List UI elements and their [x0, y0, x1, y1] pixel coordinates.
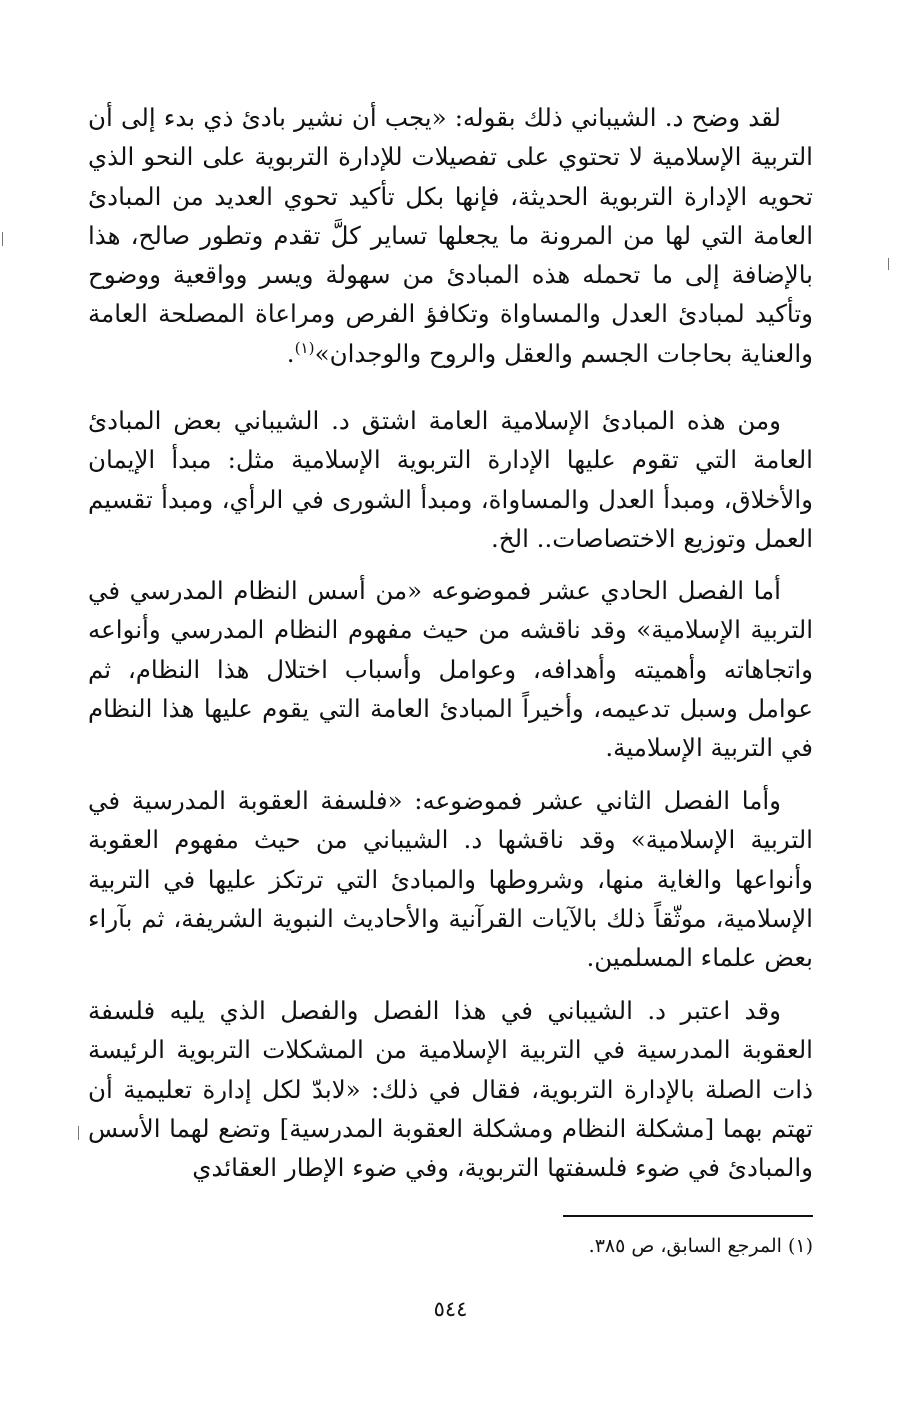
- paragraph-1: [88, 98, 813, 373]
- footnote: (١) المرجع السابق، ص ٣٨٥.: [588, 1235, 813, 1257]
- margin-mark: [2, 232, 3, 246]
- book-page: [88, 98, 813, 1388]
- margin-mark: [888, 258, 889, 270]
- footnote-reference: (١): [294, 338, 315, 357]
- paragraph-4: وأما الفصل الثاني عشر فموضوعه: «فلسفة العقوبة المدرسية في التربية الإسلامية» وقد ناقشها د. الشيباني من حيث مفهوم العقوبة وأنواعها والغاية منها، وشروطها والمبادئ التي ترتكز عليها في التربية الإسلامية، موثّقاً ذلك بالآيات القرآنية والأحاديث النبوية الشريفة، ثم بآراء بعض علماء المسلمين.: [88, 786, 813, 973]
- paragraph-1-text: لقد وضح د. الشيباني ذلك بقوله: «يجب أن نشير بادئ ذي بدء إلى أن التربية الإسلامية لا تحتوي على تفصيلات للإدارة التربوية على النحو الذي تحويه الإدارة التربوية الحديثة، فإنها بكل تأكيد تحوي العديد من المبادئ العامة التي لها من المرونة ما يجعلها تساير كلَّ تقدم وتطور صالح، هذا بالإضافة إلى ما تحمله هذه المبادئ من سهولة ويسر وواقعية ووضوح وتأكيد لمبادئ العدل والمساواة وتكافؤ الفرص ومراعاة المصلحة العامة والعناية بحاجات الجسم والعقل والروح والوجدان»: [88, 103, 813, 368]
- paragraph-3: أما الفصل الحادي عشر فموضوعه «من أسس النظام المدرسي في التربية الإسلامية» وقد ناقشه من حيث مفهوم النظام المدرسي وأنواعه واتجاهاته وأهميته وأهدافه، وعوامل وأسباب اختلال هذا النظام، ثم عوامل وسبل تدعيمه، وأخيراً المبادئ العامة التي يقوم عليها هذا النظام في التربية الإسلامية.: [88, 576, 813, 763]
- footnote-divider: [563, 1215, 813, 1217]
- page-number: ٥٤٤: [433, 1297, 468, 1321]
- paragraph-1-tail: .: [286, 338, 295, 368]
- paragraph-5: وقد اعتبر د. الشيباني في هذا الفصل والفصل الذي يليه فلسفة العقوبة المدرسية في التربية الإسلامية من المشكلات التربوية الرئيسة ذات الصلة بالإدارة التربوية، فقال في ذلك: «لابدّ لكل إدارة تعليمية أن تهتم بهما [مشكلة النظام ومشكلة العقوبة المدرسية] وتضع لهما الأسس والمبادئ في ضوء فلسفتها التربوية، وفي ضوء الإطار العقائدي: [88, 996, 813, 1183]
- margin-mark: [78, 1126, 79, 1140]
- paragraph-2: ومن هذه المبادئ الإسلامية العامة اشتق د. الشيباني بعض المبادئ العامة التي تقوم عليها الإدارة التربوية الإسلامية مثل: مبدأ الإيمان والأخلاق، ومبدأ العدل والمساواة، ومبدأ الشورى في الرأي، ومبدأ تقسيم العمل وتوزيع الاختصاصات.. الخ.: [88, 406, 813, 553]
